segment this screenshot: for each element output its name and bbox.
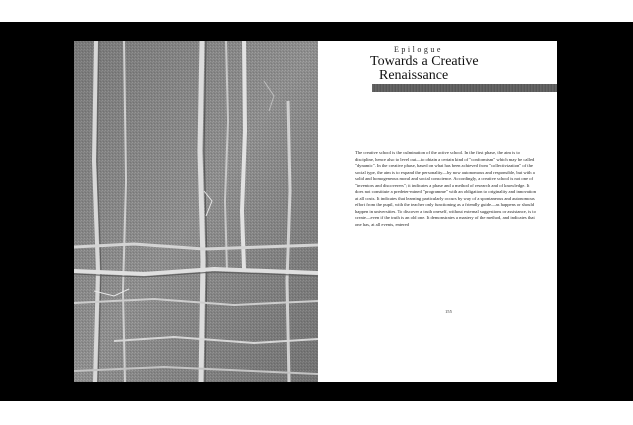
body-paragraph-text: The creative school is the culmination of the active school. In the first phase, the aim is to discipline, hence also to level out—to obtain a certain kind of "conformism" which may be called "dynamic". In the creative phase, based on what has been achieved from "collectivization" of the social type, the aim is to expand the personality—by now autonomous and responsible, but with a solid and homogeneous moral and social conscience. Accordingly, a creative school is not one of "inventors and discoverers"; it indicates a phase and a method of research and of knowledge. It does not constitute a predeter-mined "programme" with an obligation to originality and innovation at all costs. It indicates that learning particularly occurs by way of a spontaneous and autonomous effort from the pupil, with the teacher only functioning as a friendly guide—as happens or should happen in universities. To discover a truth oneself, without external suggestions or assistance, is to create—even if the truth is an old one. It demonstrates a mastery of the method, and indicates that one has, at all events, entered bbox=[355, 150, 536, 228]
page-number: 155 bbox=[445, 309, 452, 314]
chapter-kicker: Epilogue bbox=[394, 45, 443, 54]
text-page bbox=[318, 41, 557, 382]
title-underline-bar bbox=[372, 84, 557, 92]
chapter-title bbox=[370, 55, 479, 83]
fabric-photograph bbox=[74, 41, 318, 382]
title-line-1: Towards a Creative bbox=[370, 54, 479, 69]
title-line-2: Renaissance bbox=[379, 68, 449, 83]
book-spread bbox=[74, 41, 557, 382]
body-paragraph bbox=[355, 150, 538, 229]
